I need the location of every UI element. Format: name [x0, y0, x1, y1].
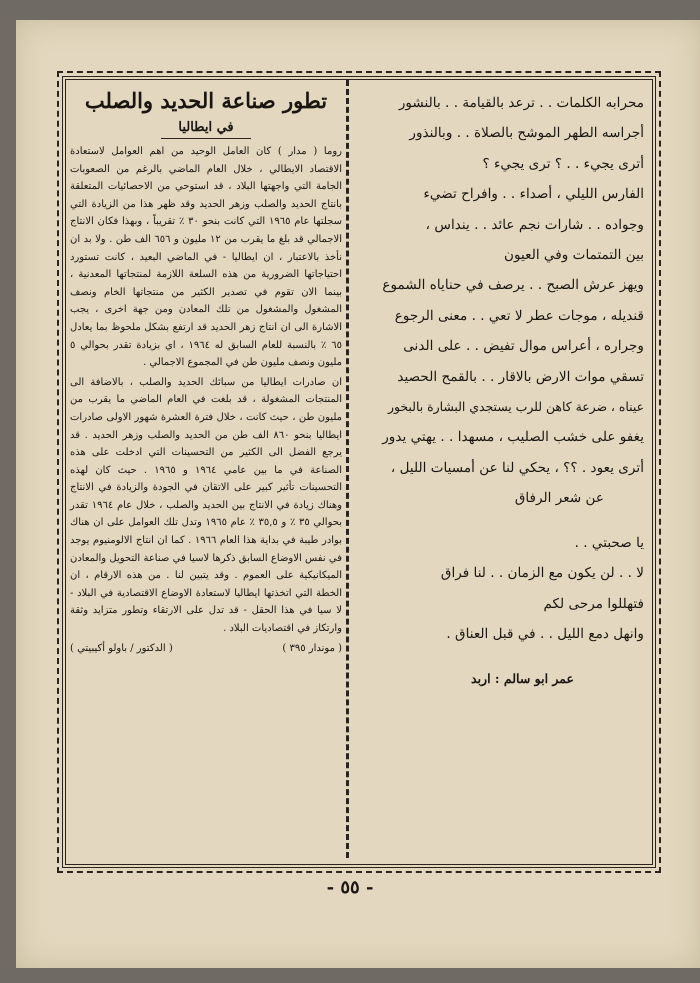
poem-line: محرابه الكلمات . . ترعد بالقيامة . . بالنشور [398, 95, 644, 111]
poem-line: عيناه ، ضرعة كاهن للرب يستجدي البشارة بالبخور [388, 399, 644, 415]
poem-line: يغفو على خشب الصليب ، مسهدا . . يهتي يدور [382, 429, 644, 446]
poem-line: وجواده . . شارات نجم عائد . . ينداس ، [425, 216, 644, 233]
poem-author: عمر ابو سالم : اربد [471, 671, 574, 687]
article-column [70, 86, 342, 657]
article-signature [70, 640, 342, 658]
poem-line: يا صحبتي . . [574, 534, 644, 551]
poem-line: وانهل دمع الليل . . في قبل العناق . [446, 625, 644, 642]
page-number: - ٥٥ - [326, 877, 374, 898]
article-source: ( موندار ٣٩٥ ) [282, 642, 342, 654]
article-author: ( الدكتور / باولو أكيبيتي ) [70, 642, 173, 654]
poem-column [360, 88, 644, 686]
poem-line: ويهز عرش الصبح . . يرصف في حناياه الشموع [382, 277, 644, 294]
poem-line: أترى يجيء . . ؟ ترى يجيء ؟ [482, 155, 644, 172]
article-title: تطور صناعة الحديد والصلب [84, 88, 328, 113]
poem-line: لا . . لن يكون مع الزمان . . لنا فراق [440, 565, 644, 582]
article-paragraph: روما ( مدار ) كان العامل الوحيد من اهم العوامل لاستعادة الاقتصاد الايطالي ، خلال العام الماضي بالرغم من الصعوبات الجامة التي واجهتها البلاد ، قد استوحي من الاحصائيات المتعلقة بانتاج الحديد والصلب وزهر الحديد وقد ظهر هذا من الزيادة التي سجلتها عام ١٩٦٥ التي كانت بنحو ٣٠ ٪ تقريباً ، وبهذا فكان الانتاج الاجمالي قد بلغ ما يقرب من ١٢ مليون و ٦٥٦ الف طن . ولا بد ان نأخذ بالاعتبار ، ان ايطاليا - في الماضي البعيد ، كانت تستورد احتياجاتها الضرورية من هذه السلعة اللازمة لمنتجاتها المعدنية ، بينما الان تقوم في تصدير الكثير من منتجاتها الخام ونصف المشغول والمشغول من تلك المعادن ومن جهة اخرى ، يجب الاشارة الى ان انتاج زهر الحديد قد ارتفع بشكل ملحوظ بما يعادل ٦٥ ٪ بالنسبة للعام السابق له ١٩٦٤ ، اي بزيادة تقدر بحوالي ٥ مليون ونصف مليون طن في المجموع الاجمالي . [70, 146, 343, 369]
poem-line: فتهللوا مرحى لكم [543, 595, 644, 612]
article-subtitle: في ايطاليا [161, 118, 251, 139]
poem-line: عن شعر الرفاق [514, 490, 604, 507]
poem-line: أترى يعود . ؟؟ ، يحكي لنا عن أمسيات الليل ، [390, 459, 644, 476]
poem-line: قنديله ، موجات عطر لا تعي . . معنى الرجوع [394, 307, 644, 324]
poem-line: بين التمتمات وفي العيون [504, 247, 644, 264]
poem-line: وجراره ، أعراس موال تفيض . . على الدنى [403, 338, 644, 355]
poem-line: تسقي موات الارض بالاقار . . بالقمح الحصيد [397, 368, 644, 385]
poem-line: الفارس الليلي ، أصداء . . وافراح تضيء [423, 186, 644, 203]
column-divider [346, 80, 349, 858]
article-paragraph: ان صادرات ايطاليا من سبائك الحديد والصلب ، بالاضافة الى المنتجات المشغولة ، قد بلغت في العام الماضي ما يقرب من مليون طن ، حيث كانت ، خلال فترة العشرة شهور الاولى صادرات ايطاليا بنحو ٨٦٠ الف طن من الحديد والصلب وزهر الحديد . قد يرجع الفضل الى الكثير من التحسينات التي ادخلت على هذه الصناعة في ما بين عامي ١٩٦٤ و ١٩٦٥ . حيث كان لهذه التحسينات تأثير كبير على الاتقان في الجودة والزيادة في الانتاج وهناك زيادة في الانتاج بين الحديد والصلب ، خلال عام ١٩٦٤ تقدر بحوالي ٣٥ ٪ و ٣٥,٥ ٪ عام ١٩٦٥ وتدل تلك العوامل على ان هناك بوادر طيبة في بداية هذا العام ١٩٦٦ . كما ان انتاج الالومنيوم يوجد في نفس الاوضاع السابق ذكرها لاسيا في صناعة التحويل والمعادن الميكانيكية على العموم . وقد يتبين لنا . من هذه الارقام ، ان الخطة التي اتخذتها ايطاليا لاستعادة الاوضاع الاقتصادية في البلاد - لا سيا في هذا الحقل - قد تدل على الارتقاء وتطور متزايد وثقة وارتكاز في اقتصاديات البلاد . [70, 376, 343, 635]
poem-line: أجراسه الطهر الموشح بالصلاة . . وبالنذور [409, 125, 644, 142]
